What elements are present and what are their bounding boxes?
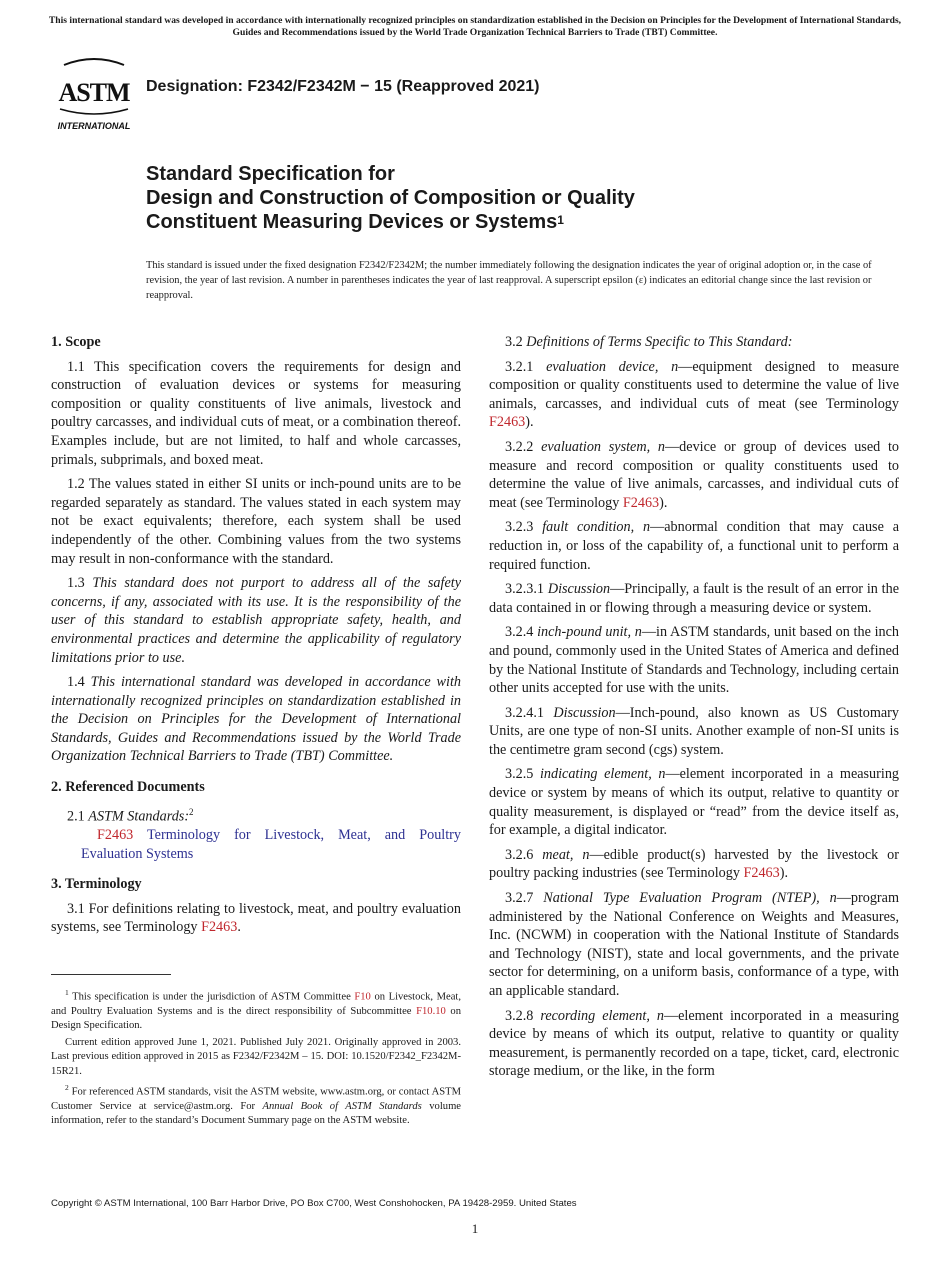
def-3-2-8: 3.2.8 recording element, n—element incorporated in a measuring device by means of which its output, relative to quantity or quality measurement, is permanently recorded on a tape, ticket, card, electronic storage medium, or the like, in the form [489,1007,900,1080]
issue-note: This standard is issued under the fixed designation F2342/F2342M; the number immediately following the designation indicates the year of original adoption or, in the case of revision, the year of last revision. A number in parentheses indicates the year of last reapproval. A superscript epsilon (ε) indicates an editorial change since the last revision or reapproval. [146,260,872,301]
section-scope-heading: 1. Scope [51,334,101,350]
def-3-2-4: 3.2.4 inch-pound unit, n—in ASTM standards, unit based on the inch and pound, commonly used in the United States of America and defined by the National Institute of Standards and Technology, including certain other units accepted for use with the units. [489,624,899,697]
para-1-2: 1.2 The values stated in either SI units or inch-pound units are to be regarded separately as standard. The values stated in each system may not be exact equivalents; therefore, each system shall be used independently of the other. Combining values from the two systems may result in non-conformance with the standard. [51,476,461,567]
designation: Designation: F2342/F2342M − 15 (Reapproved 2021) [146,78,540,95]
right-column [489,333,899,1087]
left-column [51,333,461,943]
def-3-2-4-1: 3.2.4.1 Discussion—Inch-pound, also known as US Customary Units, are one type of non-SI units. Another example of non-SI units is the centimetre gram second (cgs) system. [489,704,899,758]
section-referenced-heading: 2. Referenced Documents [51,779,205,796]
def-3-2-2: 3.2.2 evaluation system, n—device or group of devices used to measure and record composition or quality constituents used to determine the value of live animals, carcasses, and individual cuts of meat (see Terminology F2463). [489,438,900,511]
title-line-2: Design and Construction of Composition or Quality [146,187,635,209]
wto-notice: This international standard was developed in accordance with internationally recognized principles on standardization established in the Decision on Principles for the Development of International Standards, Guides and Recommendations issued by the World Trade Organization Technical Barriers to Trade (TBT) Committee. [48,15,902,38]
footnote-rule [51,974,171,975]
svg-text:ASTM: ASTM [58,78,130,107]
title-line-3-text: Constituent Measuring Devices or Systems [146,211,558,233]
para-1-4: 1.4 This international standard was developed in accordance with internationally recognized principles on standardization established in the Decision on Principles for the Development of International Standards, Guides and Recommendations issued by the World Trade Organization Technical Barriers to Trade (TBT) Committee. [51,674,461,765]
footnote-1: $^1$ This specification is under the jurisdiction of ASTM Committee F10 on Livestock, Meat, and Poultry Evaluation Systems and is the direct responsibility of Subcommittee F10.10 on Design Specification. [51,988,462,1032]
footnote-2: $^2$ For referenced ASTM standards, visit the ASTM website, www.astm.org, or contact ASTM Customer Service at service@astm.org. For Annual Book of ASTM Standards volume information, refer to the standard’s Document Summary page on the ASTM website. [51,1082,462,1127]
reference-f2463[interactable]: F2463 Terminology for Livestock, Meat, and Poultry Evaluation Systems [81,826,461,862]
para-1-1: 1.1 This specification covers the requirements for design and construction of evaluation devices or systems for measuring composition or quality constituents of live animals, livestock and poultry carcasses, and individual cuts of meat, or a combination thereof. Examples include, but are not limited, to half and whole carcasses, primals, subprimals, and boxed meat. [51,358,461,468]
section-terminology-heading: 3. Terminology [51,876,142,893]
para-3-1: 3.1 For definitions relating to livestock, meat, and poultry evaluation systems, see Terminology F2463. [51,900,461,936]
astm-logo [52,57,136,133]
title-line-1: Standard Specification for [146,163,395,185]
page-number: 1 [471,1221,479,1236]
title-footnote-mark: 1 [557,213,564,227]
link-f2463[interactable]: F2463 [201,919,238,936]
footnotes [51,986,461,1131]
def-3-2-1: 3.2.1 evaluation device, n—equipment designed to measure composition or quality constituents used to determine the value of live animals, carcasses, and individual cuts of meat (see Terminology F2463). [489,358,900,431]
copyright: Copyright © ASTM International, 100 Barr Harbor Drive, PO Box C700, West Conshohocken, PA 19428-2959. United States [51,1198,577,1209]
svg-text:INTERNATIONAL: INTERNATIONAL [57,121,131,131]
document-title [146,162,866,234]
para-2-1: 2.1 ASTM Standards:$^2$ [67,806,194,825]
title-line-3 [146,210,866,234]
def-3-2-6: 3.2.6 meat, n—edible product(s) harvested by the livestock or poultry packing industries (see Terminology F2463). [489,846,899,882]
def-3-2-3-1: 3.2.3.1 Discussion—Principally, a fault is the result of an error in the data contained in or flowing through a measuring device or system. [489,581,900,616]
footnote-edition: Current edition approved June 1, 2021. Published July 2021. Originally approved in 2003. Last previous edition approved in 2015 as F2342/F2342M – 15. DOI: 10.1520/F2342_F2342M-15R21. [51,1036,461,1077]
para-3-2: 3.2 Definitions of Terms Specific to This Standard: [505,334,793,350]
para-1-3: 1.3 This standard does not purport to address all of the safety concerns, if any, associated with its use. It is the responsibility of the user of this standard to establish appropriate safety, health, and environmental practices and determine the applicability of regulatory limitations prior to use. [51,575,461,666]
def-3-2-5: 3.2.5 indicating element, n—element incorporated in a measuring device or system by means of which its output, relative to quantity or quality measurement, is displayed or “read” from the device itself as, for example, a digital indicator. [489,766,900,839]
def-3-2-3: 3.2.3 fault condition, n—abnormal condition that may cause a reduction in, or loss of the capability of, a functional unit to perform a required function. [489,519,899,573]
def-3-2-7: 3.2.7 National Type Evaluation Program (NTEP), n—program administered by the National Conference on Weights and Measures, Inc. (NCWM) in cooperation with the National Institute of Standards and Technology (NIST), state and local governments, and the private sector for determining, on a uniform basis, conformance of a type, with an applicable standard. [489,890,899,999]
